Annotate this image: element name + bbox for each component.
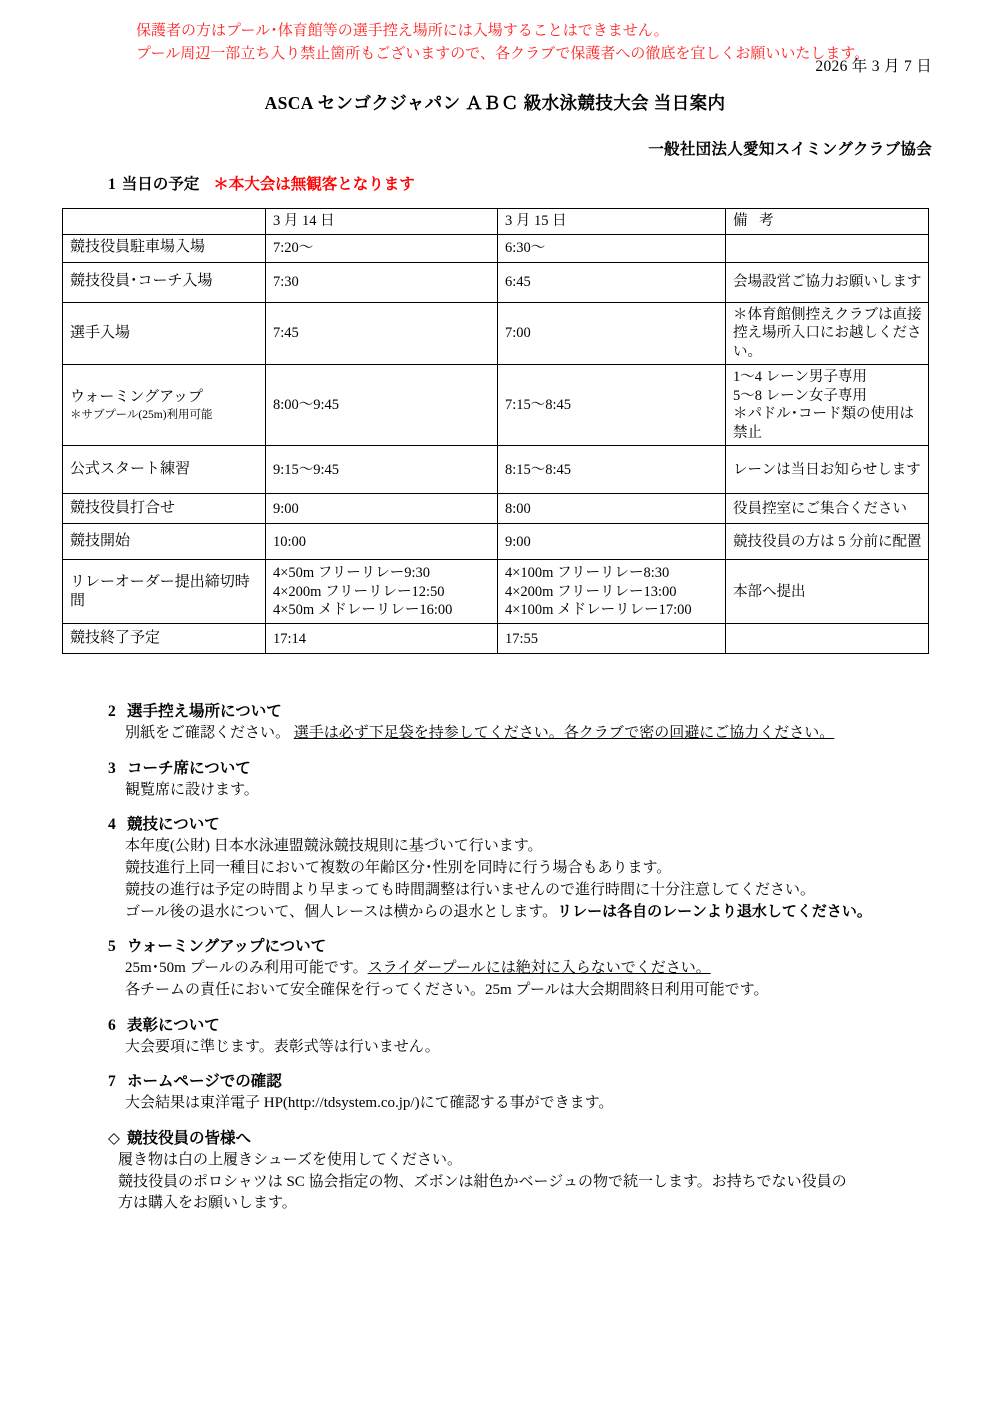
schedule-table [62, 208, 929, 654]
cell-note [726, 234, 929, 262]
section-5 [0, 937, 990, 1001]
row-label: 競技終了予定 [63, 624, 266, 654]
line-text: 競技進行上同一種目において複数の年齢区分･性別を同時に行う場合もあります。 [125, 860, 672, 877]
row-label: 競技役員･コーチ入場 [63, 262, 266, 302]
cell-note: 役員控室にご集合ください [726, 494, 929, 524]
table-header-row [63, 209, 929, 235]
cell-day1: 9:15～9:45 [266, 446, 498, 494]
section-1-number: 1 [108, 176, 116, 193]
table-row [63, 524, 929, 560]
section-3 [0, 759, 990, 802]
cell-day2: 17:55 [498, 624, 726, 654]
section-number: 3 [108, 759, 116, 777]
cell-note: 競技役員の方は 5 分前に配置 [726, 524, 929, 560]
cell-note: 1～4 レーン男子専用 5～8 レーン女子専用 ＊パドル･コード類の使用は禁止 [726, 365, 929, 446]
row-label: 競技開始 [63, 524, 266, 560]
table-row [63, 365, 929, 446]
section-title: ウォーミングアップについて [127, 938, 327, 956]
cell-note: 本部へ提出 [726, 560, 929, 624]
notice-line: プール周辺一部立ち入り禁止箇所もございますので、各クラブで保護者への徹底を宜しくお願いいたします。 [136, 45, 870, 62]
section-heading [108, 1129, 990, 1150]
row-label: リレーオーダー提出締切時間 [63, 560, 266, 624]
section-line [125, 723, 990, 745]
line-text: 方は購入をお願いします。 [118, 1195, 297, 1212]
section-body [125, 780, 990, 802]
section-title: 表彰について [127, 1016, 220, 1034]
section-body [125, 723, 990, 745]
section-body [118, 1150, 990, 1215]
row-label: 公式スタート練習 [63, 446, 266, 494]
document-date: 2026 年 3 月 7 日 [815, 58, 932, 75]
section-title: 競技役員の皆様へ [127, 1130, 252, 1148]
line-text: ゴール後の退水について、個人レースは横からの退水とします。 [125, 903, 558, 920]
section-6 [0, 1016, 990, 1059]
section-1-label: 当日の予定 [121, 176, 200, 193]
schedule-table-wrapper [62, 208, 928, 654]
section-title: ホームページでの確認 [127, 1073, 282, 1091]
line-text: 競技の進行は予定の時間より早まっても時間調整は行いませんので進行時間に十分注意してください。 [125, 881, 816, 898]
cell-day1: 10:00 [266, 524, 498, 560]
table-row [63, 262, 929, 302]
cell-day1: 7:20～ [266, 234, 498, 262]
section-heading [108, 937, 990, 958]
section-heading [108, 702, 990, 723]
cell-day1: 7:30 [266, 262, 498, 302]
cell-day2: 4×100m フリーリレー8:30 4×200m フリーリレー13:00 4×100m メドレーリレー17:00 [498, 560, 726, 624]
table-row [63, 560, 929, 624]
table-row [63, 624, 929, 654]
no-spectators-warning: ＊本大会は無観客となります [213, 176, 415, 193]
section-line [125, 1037, 990, 1059]
section-line [125, 858, 990, 880]
section-◇ [0, 1129, 990, 1215]
issuing-organization: 一般社団法人愛知スイミングクラブ協会 [648, 141, 932, 158]
table-row [63, 234, 929, 262]
line-text: 競技役員のポロシャツは SC 協会指定の物、ズボンは紺色かベージュの物で統一します。お持ちでない役員の [118, 1173, 847, 1190]
section-number: 7 [108, 1073, 116, 1091]
row-label: 選手入場 [63, 302, 266, 365]
cell-note: レーンは当日お知らせします [726, 446, 929, 494]
cell-note: ＊体育館側控えクラブは直接控え場所入口にお越しください。 [726, 302, 929, 365]
section-number: 2 [108, 703, 116, 720]
section-line [125, 836, 990, 858]
section-body [125, 836, 990, 923]
cell-note [726, 624, 929, 654]
section-heading [108, 1016, 990, 1037]
line-text: 25m･50m プールのみ利用可能です。 [125, 960, 368, 977]
row-label: ウォーミングアップ ＊サブプール(25m)利用可能 [63, 365, 266, 446]
table-row [63, 446, 929, 494]
cell-day2: 8:15～8:45 [498, 446, 726, 494]
line-text: 観覧席に設けます。 [125, 781, 259, 798]
row-label-subnote: ＊サブプール(25m)利用可能 [70, 408, 213, 421]
cell-day1: 9:00 [266, 494, 498, 524]
row-label: 競技役員打合せ [63, 494, 266, 524]
section-line [118, 1172, 990, 1194]
section-line [125, 958, 990, 980]
section-heading [108, 759, 990, 780]
document-title: ASCA センゴクジャパン ＡＢＣ 級水泳競技大会 当日案内 [264, 93, 726, 113]
column-header-0 [63, 209, 266, 235]
section-2 [0, 702, 990, 745]
column-header-1: 3 月 14 日 [266, 209, 498, 235]
document-page [0, 20, 990, 1420]
cell-day2: 7:00 [498, 302, 726, 365]
section-7 [0, 1072, 990, 1115]
line-text: 本年度(公財) 日本水泳連盟競泳競技規則に基づいて行います。 [125, 838, 543, 855]
column-header-2: 3 月 15 日 [498, 209, 726, 235]
line-text-underlined: 選手は必ず下足袋を持参してください。各クラブで密の回避にご協力ください。 [293, 724, 835, 741]
row-label: 競技役員駐車場入場 [63, 234, 266, 262]
section-number: 5 [108, 938, 116, 956]
table-row [63, 494, 929, 524]
section-line [125, 1093, 990, 1115]
diamond-icon: ◇ [108, 1130, 120, 1148]
information-sections [0, 702, 990, 1229]
section-number: 6 [108, 1016, 116, 1034]
table-row [63, 302, 929, 365]
cell-day2: 7:15～8:45 [498, 365, 726, 446]
section-1-heading [108, 172, 415, 194]
section-line [125, 902, 990, 924]
section-body [125, 958, 990, 1002]
notice-line: 保護者の方はプール･体育館等の選手控え場所には入場することはできません。 [136, 23, 669, 39]
section-line [118, 1150, 990, 1172]
cell-day2: 9:00 [498, 524, 726, 560]
section-number: 4 [108, 816, 116, 834]
line-text-bold: リレーは各自のレーンより退水してください。 [557, 903, 872, 920]
cell-day1: 8:00～9:45 [266, 365, 498, 446]
section-line [118, 1193, 990, 1215]
section-body [125, 1037, 990, 1059]
line-text: 別紙をご確認ください。 [125, 724, 294, 741]
section-heading [108, 815, 990, 836]
cell-day1: 4×50m フリーリレー9:30 4×200m フリーリレー12:50 4×50m メドレーリレー16:00 [266, 560, 498, 624]
line-text: 大会結果は東洋電子 HP(http://tdsystem.co.jp/)にて確認する事ができます。 [125, 1095, 614, 1112]
section-title: 競技について [127, 816, 220, 834]
cell-day1: 17:14 [266, 624, 498, 654]
section-title: コーチ席について [127, 759, 251, 777]
line-text: 各チームの責任において安全確保を行ってください。25m プールは大会期間終日利用可能です。 [125, 981, 769, 998]
line-text-underlined: スライダープールには絶対に入らないでください。 [367, 960, 711, 977]
section-line [125, 880, 990, 902]
section-heading [108, 1072, 990, 1093]
section-4 [0, 815, 990, 923]
section-body [125, 1093, 990, 1115]
section-line [125, 980, 990, 1002]
cell-day1: 7:45 [266, 302, 498, 365]
cell-day2: 6:45 [498, 262, 726, 302]
line-text: 大会要項に準じます。表彰式等は行いません。 [125, 1038, 440, 1055]
cell-day2: 6:30～ [498, 234, 726, 262]
line-text: 履き物は白の上履きシューズを使用してください。 [118, 1151, 462, 1168]
section-title: 選手控え場所について [127, 703, 282, 720]
column-header-3: 備 考 [726, 209, 929, 235]
cell-day2: 8:00 [498, 494, 726, 524]
cell-note: 会場設営ご協力お願いします [726, 262, 929, 302]
section-line [125, 780, 990, 802]
